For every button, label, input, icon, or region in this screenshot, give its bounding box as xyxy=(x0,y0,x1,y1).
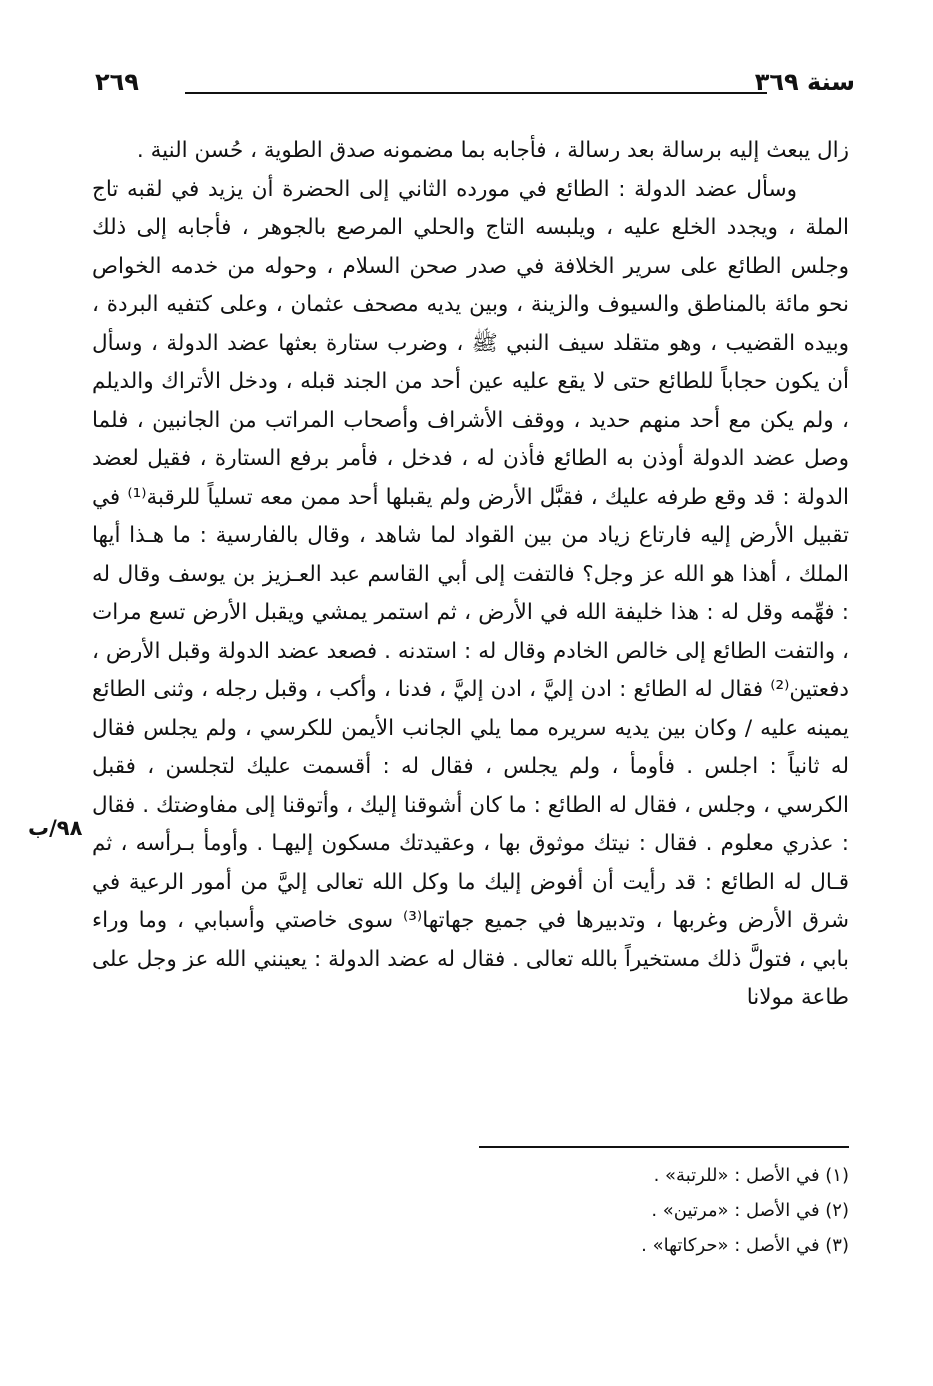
footnote-1: (١) في الأصل : «للرتبة» . xyxy=(653,1165,849,1186)
footnote-rule xyxy=(479,1146,849,1148)
paragraph-continuation: زال يبعث إليه برسالة بعد رسالة ، فأجابه بما مضمونه صدق الطوية ، حُسن النية . xyxy=(136,138,849,163)
header-rule xyxy=(185,92,767,94)
footnotes xyxy=(641,1158,849,1263)
footnote-2: (٢) في الأصل : «مرتين» . xyxy=(651,1200,849,1221)
page-number: ٢٦٩ xyxy=(95,68,139,96)
running-head-year: سنة ٣٦٩ xyxy=(754,68,855,96)
paragraph-main: وسأل عضد الدولة : الطائع في مورده الثاني إلى الحضرة أن يزيد في لقبه تاج الملة ، ويجدد الخلع عليه ، ويلبسه التاج والحلي المرصع بالجوهر ، فأجابه إلى ذلك وجلس الطائع على سرير الخلافة في صدر صحن السلام ، وحوله من خدمه الخواص نحو مائة بالمناطق والسيوف والزينة ، وبين يديه مصحف عثمان ، وعلى كتفيه البردة ، وبيده القضيب ، وهو متقلد سيف النبي ﷺ ، وضرب ستارة بعثها عضد الدولة ، وسأل أن يكون حجاباً للطائع حتى لا يقع عليه عين أحد من الجند قبله ، ودخل الأتراك والديلم ، ولم يكن مع أحد منهم حديد ، ووقف الأشراف وأصحاب المراتب من الجانبين ، فلما وصل عضد الدولة أوذن به الطائع فأذن له ، فدخل ، فأمر برفع الستارة ، فقيل لعضد الدولة : قد وقع طرفه عليك ، فقبَّل الأرض ولم يقبلها أحد ممن معه تسلياً للرقبة⁽¹⁾ في تقبيل الأرض إليه فارتاع زياد من بين القواد لما شاهد ، وقال بالفارسية : ما هـذا أيها الملك ، أهذا هو الله عز وجل؟ فالتفت إلى أبي القاسم عبد العـزيز بن يوسف وقال له : فهِّمه وقل له : هذا خليفة الله في الأرض ، ثم استمر يمشي ويقبل الأرض تسع مرات ، والتفت الطائع إلى خالص الخادم وقال له : استدنه . فصعد عضد الدولة وقبل الأرض ، دفعتين⁽²⁾ فقال له الطائع : ادن إليَّ ، ادن إليَّ ، فدنا ، وأكب ، وقبل رجله ، وثنى الطائع يمينه عليه / وكان بين يديه سريره مما يلي الجانب الأيمن للكرسي ، ولم يجلس فقال له ثانياً : اجلس . فأومأ ، ولم يجلس ، فقال له : أقسمت عليك لتجلسن ، فقبل الكرسي ، وجلس ، فقال له الطائع : ما كان أشوقنا إليك ، وأتوقنا إلى مفاوضتك . فقال : عذري معلوم . فقال : نيتك موثوق بها ، وعقيدتك مسكون إليهـا . وأومأ بـرأسه ، ثم قـال له الطائع : قد رأيت أن أفوض إليك ما وكل الله تعالى إليَّ من أمور الرعية في شرق الأرض وغربها ، وتدبيرها في جميع جهاتها⁽³⁾ سوى خاصتي وأسبابي ، وما وراء بابي ، فتولَّ ذلك مستخيراً بالله تعالى . فقال له عضد الدولة : يعينني الله عز وجل على طاعة مولانا xyxy=(92,176,849,1010)
page-header xyxy=(95,68,855,108)
manuscript-folio-marker: ٩٨/ب xyxy=(28,816,83,840)
main-text xyxy=(92,132,849,1018)
footnote-3: (٣) في الأصل : «حركاتها» . xyxy=(641,1235,849,1256)
